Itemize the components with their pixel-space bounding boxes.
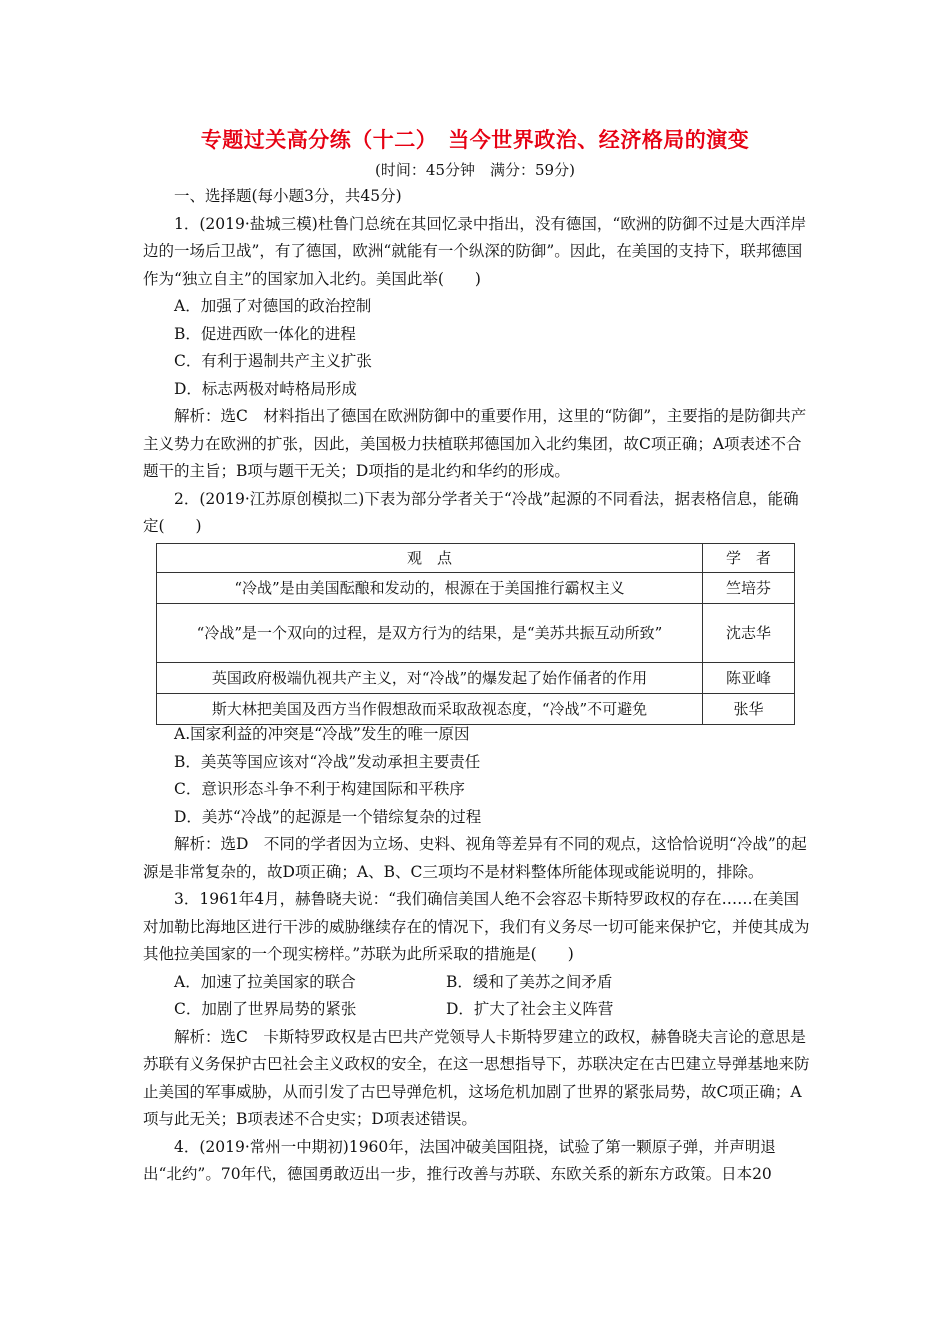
q3-option-c: C．加剧了世界局势的紧张 [174, 1000, 357, 1018]
q3-option-b: B．缓和了美苏之间矛盾 [446, 972, 613, 991]
q2-table [156, 543, 795, 725]
q1-analysis: 解析：选C 材料指出了德国在欧洲防御中的重要作用，这里的“防御”，主要指的是防御共产主义势力在欧洲的扩张，因此，美国极力扶植联邦德国加入北约集团，故C项正确；A项表述不合题干的主旨；B项与题干无关；D项指的是北约和华约的形成。 [143, 407, 807, 480]
q1-option-d: D．标志两极对峙格局形成 [174, 379, 357, 398]
question-2-options [143, 721, 811, 1189]
q3-option-d: D．扩大了社会主义阵营 [446, 1000, 614, 1018]
q2-option-a: A.国家利益的冲突是“冷战”发生的唯一原因 [174, 725, 470, 743]
q3-stem: 3．1961年4月，赫鲁晓夫说：“我们确信美国人绝不会容忍卡斯特罗政权的存在……在美国对加勒比海地区进行干涉的威胁继续存在的情况下，我们有义务尽一切可能来保护它，并使其成为其他拉美国家的一个现实榜样。”苏联为此所采取的措施是( ) [143, 890, 810, 963]
q3-options-row-2 [143, 996, 811, 1024]
table-cell-viewpoint: “冷战”是一个双向的过程，是双方行为的结果，是“美苏共振互动所致” [157, 604, 703, 663]
doc-title: 专题过关高分练（十二） 当今世界政治、经济格局的演变 [200, 128, 750, 152]
table-cell-scholar: 竺培芬 [703, 573, 795, 604]
table-row [157, 573, 795, 604]
q2-option-d: D．美苏“冷战”的起源是一个错综复杂的过程 [174, 807, 482, 826]
table-cell-viewpoint: 英国政府极端仇视共产主义，对“冷战”的爆发起了始作俑者的作用 [157, 663, 703, 694]
section-heading: 一、选择题(每小题3分，共45分) [174, 187, 402, 205]
table-row [157, 694, 795, 725]
q3-options-row-1 [143, 969, 811, 997]
q2-stem: 2．(2019·江苏原创模拟二)下表为部分学者关于“冷战”起源的不同看法，据表格信息，能确定( ) [143, 489, 799, 535]
table-header-row [157, 544, 795, 573]
table-cell-viewpoint: 斯大林把美国及西方当作假想敌而采取敌视态度，“冷战”不可避免 [157, 694, 703, 725]
q1-option-c: C．有利于遏制共产主义扩张 [174, 352, 372, 370]
q2-option-c: C．意识形态斗争不利于构建国际和平秩序 [174, 780, 465, 798]
q1-stem: 1．(2019·盐城三模)杜鲁门总统在其回忆录中指出，没有德国，“欧洲的防御不过是大西洋岸边的一场后卫战”，有了德国，欧洲“就能有一个纵深的防御”。因此，在美国的支持下，联邦德国作为“独立自主”的国家加入北约。美国此举( ) [143, 214, 807, 288]
q1-option-b: B．促进西欧一体化的进程 [174, 324, 356, 343]
table-cell-scholar: 张华 [703, 694, 795, 725]
table-header-viewpoint: 观 点 [157, 544, 703, 573]
table-cell-viewpoint: “冷战”是由美国酝酿和发动的，根源在于美国推行霸权主义 [157, 573, 703, 604]
doc-meta: (时间：45分钟 满分：59分) [375, 161, 575, 179]
table-row [157, 604, 795, 663]
q3-option-a: A．加速了拉美国家的联合 [174, 972, 356, 991]
q2-analysis: 解析：选D 不同的学者因为立场、史料、视角等差异有不同的观点，这恰恰说明“冷战”的起源是非常复杂的，故D项正确；A、B、C三项均不是材料整体所能体现或能说明的，排除。 [143, 835, 807, 881]
q3-analysis: 解析：选C 卡斯特罗政权是古巴共产党领导人卡斯特罗建立的政权，赫鲁晓夫言论的意思是苏联有义务保护古巴社会主义政权的安全，在这一思想指导下，苏联决定在古巴建立导弹基地来防止美国的军事威胁，从而引发了古巴导弹危机，这场危机加剧了世界的紧张局势，故C项正确；A项与此无关；B项表述不合史实；D项表述错误。 [143, 1027, 810, 1128]
table-cell-scholar: 沈志华 [703, 604, 795, 663]
q1-option-a: A．加强了对德国的政治控制 [174, 297, 372, 315]
table-header-scholar: 学 者 [703, 544, 795, 573]
q4-stem: 4．(2019·常州一中期初)1960年，法国冲破美国阻挠，试验了第一颗原子弹，并声明退出“北约”。70年代，德国勇敢迈出一步，推行改善与苏联、东欧关系的新东方政策。日本20 [143, 1137, 776, 1183]
table-row [157, 663, 795, 694]
q2-option-b: B．美英等国应该对“冷战”发动承担主要责任 [174, 752, 481, 771]
table-cell-scholar: 陈亚峰 [703, 663, 795, 694]
question-1 [143, 183, 811, 541]
